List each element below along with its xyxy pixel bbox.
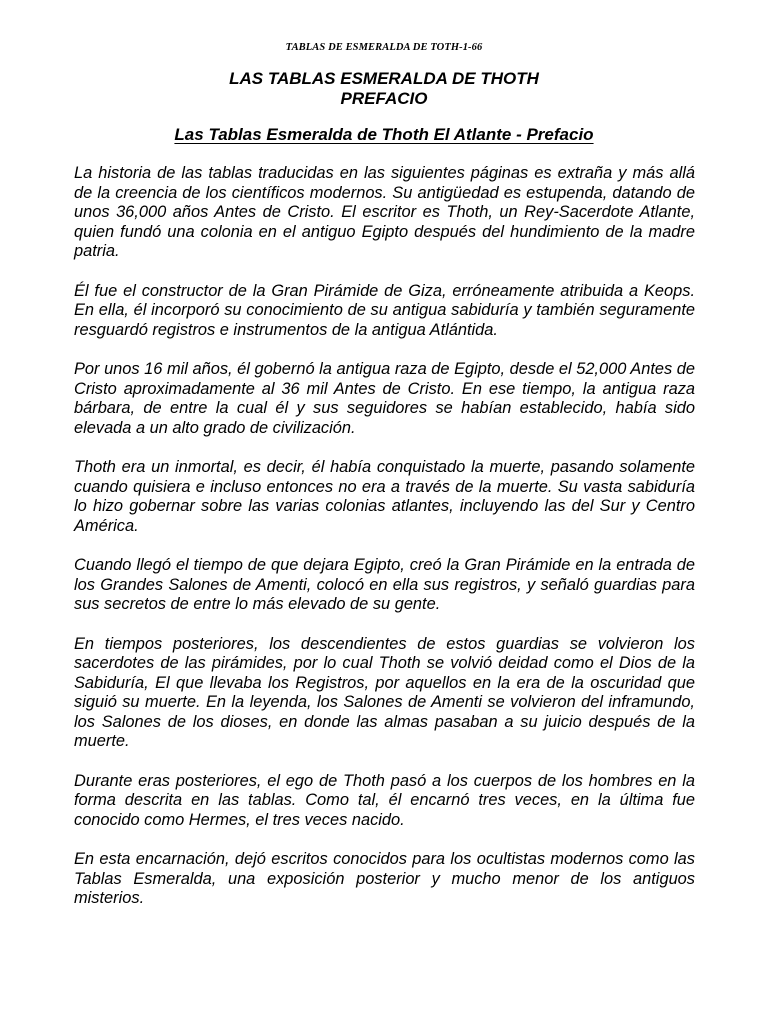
running-header: TABLAS DE ESMERALDA DE TOTH-1-66	[285, 42, 483, 53]
page-title	[0, 69, 768, 109]
paragraph: En tiempos posteriores, los descendientes de estos guardias se volvieron los sacerdotes de las pirámides, por lo cual Thoth se volvió deidad como el Dios de la Sabiduría, El que llevaba los Registros, por aquellos en la era de la oscuridad que siguió su muerte. En la leyenda, los Salones de Amenti se volvieron del inframundo, los Salones de los dioses, en donde las almas pasaban a su juicio después de la muerte.	[74, 634, 695, 750]
paragraph: Él fue el constructor de la Gran Pirámide de Giza, erróneamente atribuida a Keops. En ella, él incorporó su conocimiento de su antigua sabiduría y también seguramente resguardó registros e instrumentos de la antigua Atlántida.	[74, 281, 695, 339]
paragraph: Por unos 16 mil años, él gobernó la antigua raza de Egipto, desde el 52,000 Antes de Cristo aproximadamente al 36 mil Antes de Cristo. En ese tiempo, la antigua raza bárbara, de entre la cual él y sus seguidores se habían establecido, había sido elevada a un alto grado de civilización.	[74, 360, 695, 437]
body-text	[74, 164, 695, 929]
paragraph: Thoth era un inmortal, es decir, él había conquistado la muerte, pasando solamente cuando quisiera e incluso entonces no era a través de la muerte. Su vasta sabiduría lo hizo gobernar sobre las varias colonias atlantes, incluyendo las del Sur y Centro América.	[74, 458, 695, 535]
paragraph: En esta encarnación, dejó escritos conocidos para los ocultistas modernos como las Tablas Esmeralda, una exposición posterior y mucho menor de los antiguos misterios.	[74, 850, 695, 907]
title-line-prefacio: PREFACIO	[340, 89, 428, 108]
section-subtitle: Las Tablas Esmeralda de Thoth El Atlante - Prefacio	[174, 125, 594, 144]
paragraph: Cuando llegó el tiempo de que dejara Egipto, creó la Gran Pirámide en la entrada de los Grandes Salones de Amenti, colocó en ella sus registros, y señaló guardias para sus secretos de entre lo más elevado de su gente.	[74, 556, 695, 613]
paragraph: La historia de las tablas traducidas en las siguientes páginas es extraña y más allá de la creencia de los científicos modernos. Su antigüedad es estupenda, datando de unos 36,000 años Antes de Cristo. El escritor es Thoth, un Rey-Sacerdote Atlante, quien fundó una colonia en el antiguo Egipto después del hundimiento de la madre patria.	[74, 164, 695, 260]
title-line-main: LAS TABLAS ESMERALDA DE THOTH	[229, 69, 539, 88]
paragraph: Durante eras posteriores, el ego de Thoth pasó a los cuerpos de los hombres en la forma descrita en las tablas. Como tal, él encarnó tres veces, en la última fue conocido como Hermes, el tres veces nacido.	[74, 771, 695, 829]
